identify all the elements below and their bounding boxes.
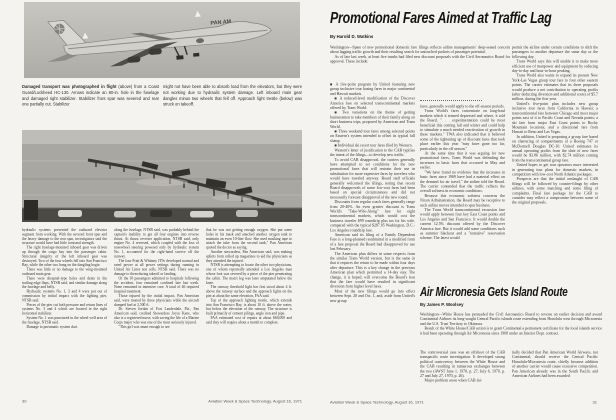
fares-article-lead bbox=[330, 45, 510, 80]
paragraph: permit the airline under certain conditions to shift the passengers to another departure the same day or the following day. bbox=[512, 45, 598, 59]
left-page-text-column-1 bbox=[22, 228, 107, 398]
paragraph: ■ A reduced-level modification of the Discover America fare on selected transcontinental markets offered by Trans World. bbox=[330, 96, 415, 111]
paragraph: At the same time that it was arguing for new promotional fares, Trans World was defending the increases in basic fares that occurred in May and earlier. bbox=[420, 151, 505, 170]
gear-wheels bbox=[193, 53, 199, 57]
paragraph: Pieces of the pier cut both pressure and return lines of systems No. 3 and 4 which are located in the right horizontal stabilizer. bbox=[22, 302, 107, 316]
paragraph: hydraulic systems prevented the outboard elevator segment from working. With the severed front spar and the heavy damage to the rear spar, investigators said the structure would have had little torsional strength. bbox=[22, 228, 107, 246]
paragraph: The runway threshold light bar first stood about 4 ft. above the runway surface and the approach lights on the pier at about the same elevation, FAA said. bbox=[206, 284, 292, 298]
fares-article-column-3 bbox=[512, 45, 598, 277]
fares-article-byline: By Harold D. Watkins bbox=[330, 34, 374, 39]
photo-caption-column-1 bbox=[22, 84, 159, 114]
paragraph: Those injured by the initial impact, Pan American said, were treated by three physicians while the aircraft dumped fuel at 2,500 ft. bbox=[114, 293, 199, 307]
water-splash bbox=[136, 178, 188, 186]
left-page-text-column-2 bbox=[114, 228, 199, 398]
left-page-journal-line: Aviation Week & Space Technology, August 16, 1971 bbox=[208, 399, 302, 404]
column-separator-rule bbox=[420, 100, 482, 101]
paragraph: along the fuselage, NTSB said, was probably behind the captain's inability to get all four engines into reverse thrust. At thrust reverser application, NTSB said, only engine No. 4 reversed, which coupled with the loss of nosewheel steering powered only by hydraulic system No. 1, accounted for the right-hand swerve off the runway. bbox=[114, 228, 199, 259]
paragraph: Of the 10 passengers admitted to hospitals following the accident, four remained confined late last week. None remained in intensive care. A total of 46 required hospital treatment. bbox=[114, 275, 199, 294]
paragraph: that he was not getting enough oxygen. She put some holes in his mask and attached another oxygen tank to maintain an even 10-liter flow. She used masking tape to attach the tube from the second tank," Pan American quoted the doctor as saying. bbox=[206, 228, 292, 250]
fares-article-column-1 bbox=[330, 82, 415, 394]
paragraph: System No. 1 was punctured in the wheel well area of the fuselage, NTSB said. bbox=[22, 315, 107, 325]
paragraph: The American plan differs in some respects from the similar Trans World version, but is the same in that it requires the return to be made within four days after departure. This is a key change in the previous American plan which permitted a 14-day stay. The change, it is hoped, will overcome the Board's fear that the fare would have resulted in significant diversion from higher level fares. bbox=[330, 251, 415, 289]
paragraph: Dr. Steven Jordan of Fort Lauderdale, Fla., Pan American said, credited Stewardess Joyce Kane, who also is a registered nurse, with saving the life of a Marine Corps major who was one of the most seriously injured. bbox=[114, 306, 199, 325]
aircraft-titles-text: PAN AM bbox=[210, 18, 232, 27]
paragraph: Trans World also wants to expand its present New York-Las Vegas group tour fare to four other eastern points. The carrier estimates that its three proposals would produce a net contribution to operating profits (after deducting diversion and additional costs) of $5.7 million, during the first year. bbox=[512, 73, 598, 102]
paragraph: There was little or no damage to the wing-mounted outboard main gear. bbox=[22, 267, 107, 276]
paragraph: The controversial case was an offshoot of the CAB transpacific route investigation. It developed strong political controversy between the White House and the CAB resulting in numerous exchanges between the two (AWST June 1, 1970, p. 27; July 6, 1970, p. 27 and July 27, 1970, p. 26). bbox=[420, 350, 505, 379]
paragraph: Damage to pneumatic system duct bbox=[26, 324, 78, 329]
paragraph: Trans World says this will enable it to make more efficient use of manpower and equipment by reducing day-to-day and hour-to-hour peaking. bbox=[512, 59, 598, 74]
paragraph: Prospects are that the initial onslaught of CAB filings will be followed by counter-filings by other airlines, with some matching and some filing of complaints. Final fare package for the CAB to consider may reflect a compromise between some of the original proposals. bbox=[512, 176, 598, 205]
paragraph: Result of the White House/CAB action is to grant Continental a permanent certificate for the local islands service it had been operating through Air Micronesia since 1968 under an Interior Dept. contract. bbox=[420, 326, 602, 336]
paragraph: United's five-point plan includes new group inclusive tour fares from California to Hawaii; a transcontinental fare between Chicago and most major points east of it to Pacific Coast and Nevada points; a ski fare from major East Coast points to Rocky Mountain locations; and a directional fare from Hawaii to Reno and Las Vegas. bbox=[512, 101, 598, 135]
water-streak bbox=[22, 160, 302, 162]
paragraph: As of late last week, at least five trunks had filed new discount proposals with the Civil Aeronautics Board for approval. These include: bbox=[330, 54, 510, 64]
paragraph: Because this economic softness concerns the Nixon Administration, the Board may be receptive to such airline moves intended to spur business. bbox=[420, 193, 505, 208]
micronesia-article-lead bbox=[420, 312, 602, 349]
paragraph: ■ Individual ski resort tour fares filed by Western. bbox=[334, 143, 413, 148]
paragraph: Another stewardess, Pan American said, was making splints from rolled up magazines to aid the physicians as they attended the injured. bbox=[206, 249, 292, 263]
fares-article-title-text: Promotional Fares Aimed at Traffic Lag bbox=[330, 10, 552, 27]
paragraph: In addition, United is proposing a group fare based on chartering of compartments of a Boeing 747 or McDonnell Douglas DC-10. United estimates its annual operating profits from the slate of new fares would be $3.86 million, with $2.74 million coming from the transcontinental group fare. bbox=[512, 134, 598, 163]
paragraph: ■ Two variations on the theme of getting businessmen to take members of their family along on short business trips, proposed by American and Trans World. bbox=[330, 110, 415, 129]
micronesia-article-column-a bbox=[420, 350, 505, 396]
paragraph: Western's letter of justification to the CAB typifies the intent of the filings—to develop new traffic. bbox=[330, 147, 415, 158]
trestle-illustration bbox=[22, 130, 302, 222]
paragraph: fares, generally would apply to the off-season periods. bbox=[420, 104, 505, 109]
paragraph: Discounts from regular coach fares generally range from 20-40%. An even greater discount is Trans World's "Take-Wife-Along" fare for eight transcontinental markets, which would cost the business traveler $99 roundtrip plus tax for his wife, compared with the typical $287.05 Washington, D.C.-Los Angeles roundtrip fare. bbox=[330, 199, 415, 233]
paragraph: Hydraulic systems No. 1, 3 and 4 were put out of commission by initial impact with the lighting pier, NTSB said. bbox=[22, 289, 107, 303]
paragraph: The Trans World transcontinental excursion fare would apply between four key East Coast points and Los Angeles and San Francisco. It would double the current 12.5% discount offered by the Discover America fare. But it would add some conditions such as summer blackout and a "tentative" reservation scheme. The latest would bbox=[420, 207, 505, 241]
paragraph: Major problem arose when CAB ini- bbox=[424, 378, 482, 383]
paragraph: "We have found no evidence that the increases in basic fares since 1969 have had a material effect on the demand for air travel," the airline told the Board. The carrier contended that the traffic reflects the overall softness in economic conditions. bbox=[420, 169, 505, 194]
photo-damaged-747-in-flight bbox=[24, 2, 300, 78]
paragraph: NTSB is attempting to locate the other two physicians, one of whom reportedly attended a Los Angeles man whose foot was severed by a piece of the pier penetrating the cabin. The man's leg was later amputated below the knee. bbox=[206, 262, 292, 285]
paragraph: American said its filing of a Family Dependent Fare is a long-planned resubmittal in a modified form of a fare proposal the Board had disapproved for use last February. bbox=[330, 232, 415, 252]
micronesia-article-column-b bbox=[512, 350, 598, 396]
fares-article-title bbox=[330, 10, 607, 28]
paragraph: United hopes to get tour operators more interested in generating tour plans for domestic markets, in competition with low-cost North Atlantic packages. bbox=[512, 162, 598, 177]
micronesia-article-title bbox=[420, 284, 614, 299]
micronesia-article-byline: By James P. Woolsey bbox=[420, 302, 464, 307]
damaged-747-illustration bbox=[24, 2, 300, 78]
fares-article-column-2 bbox=[420, 104, 505, 277]
paragraph: The four Pratt & Whitney JT9s developed normal and rated power at all power settings during running in United Air Lines test cells, NTSB said. There was no damage to them during takeoff or landing. bbox=[114, 258, 199, 276]
foreground-structure bbox=[24, 200, 38, 220]
gear-bogie bbox=[176, 55, 183, 60]
far-shore bbox=[22, 130, 302, 144]
paragraph: To avoid CAB disapproval, the carriers generally have attempted to set conditions for the new promotional fares that will restrain their use in substitution for more expensive fares by travelers who would have traveled anyway. Board staff officials generally welcomed the filings, noting that recent Board disapprovals of some low-cost fares had been based on special circumstances and did not necessarily forecast disapproval of the new round. bbox=[330, 157, 415, 200]
paragraph: Top of the approach lighting trestle, which extends into San Francisco Bay, is about 10 ft. above the water, but below the elevation of the runway. The structure is built primarily of cement pilings, angle iron and pipe. bbox=[206, 297, 292, 316]
caption-bold-lead: Damaged transport was photographed in flight bbox=[22, 84, 117, 89]
paragraph: Trans World's fares concentrate on long-haul markets which it termed depressed and where, it told the Board, ". . . experimentation could be most beneficial this coming fall and winter and could help to stimulate a much needed reactivation of growth in these markets." TWA also indicated that it believed some of the tightening up of discount fares that took place earlier this year "may have gone too far, particularly in the off season." bbox=[420, 108, 505, 151]
paragraph: Washington—Spate of new promotional domestic fare filings reflects airline managements' deep-seated concern about lagging traffic growth and their resulting search for untouched pockets of passenger potential. bbox=[330, 45, 510, 55]
paragraph: "This girl was smart enough to see bbox=[118, 324, 170, 329]
paragraph: FAA estimated cost of repairs at about $60,000 and said they will require about a month to complete. bbox=[206, 315, 292, 325]
water-streak-3 bbox=[22, 194, 302, 196]
micronesia-article-title-text: Air Micronesia Gets Island Route bbox=[420, 284, 568, 299]
paragraph: The right fuselage-mounted inboard gear was driven up through the cargo bay into the passenger cabin. Structural integrity of the left inboard gear was destroyed. Two of the four wheels fell into San Francisco Bay, while the other two hung on the dangling bogie. bbox=[22, 245, 107, 268]
right-page-journal-line: Aviation Week & Space Technology, August 16, 1971 bbox=[330, 400, 424, 405]
paragraph: Most of the new filings would go into effect between Sept. 20 and Oct. 1, and, aside from United's new group bbox=[330, 288, 415, 303]
paragraph: ■ A five-point program by United featuring new group inclusive tour basing fares in major continental and Hawaii markets. bbox=[330, 82, 415, 96]
photo-caption-column-2: might not have been able to absorb load from the elevators, but they were not working due to hydraulic system damage. Left inboard main gear dangles minus two wheels that fell off. Approach light trestle (below) was struck on takeoff. bbox=[163, 84, 302, 107]
water-splash-2 bbox=[212, 195, 252, 201]
caption-col1-text: (above) from a Coast Guard/Lockheed HC-130. Arrows indicate an 80-in. hole in the fuselage and damaged right stabilizer. Stabilizer front spar was severed and rear one partially cut. Stabilizer bbox=[22, 84, 159, 107]
left-page-text-column-3 bbox=[206, 228, 292, 398]
right-page-number: 31 bbox=[592, 400, 597, 405]
left-page-number: 30 bbox=[22, 399, 27, 404]
photo-approach-light-trestle bbox=[22, 130, 302, 222]
paragraph: ■ Three weekend tour fares among selected points on Eastern's system intended to offset its typical fall slump. bbox=[330, 129, 415, 143]
paragraph: tially decided that Pan American World Airways, not Continental, should receive the Central Pacific Honolulu-Micronesia route, chiefly because addition of another carrier would cause excessive competition. Pan American already was in the South Pacific and American Airlines had been awarded bbox=[512, 350, 598, 379]
paragraph: There were shrapnel-type holes and dents in the trailing edge flaps, NTSB said, and similar damage along the fuselage and belly. bbox=[22, 275, 107, 290]
right-page bbox=[308, 0, 616, 420]
paragraph: Washington—White House has persuaded the Civil Aeronautics Board to reverse an earlier decision and award Continental Airlines its long-sought Central Pacific islands route extending from Honolulu west through Micronesia and the U.S. Trust Territory to Okinawa. bbox=[420, 312, 602, 326]
